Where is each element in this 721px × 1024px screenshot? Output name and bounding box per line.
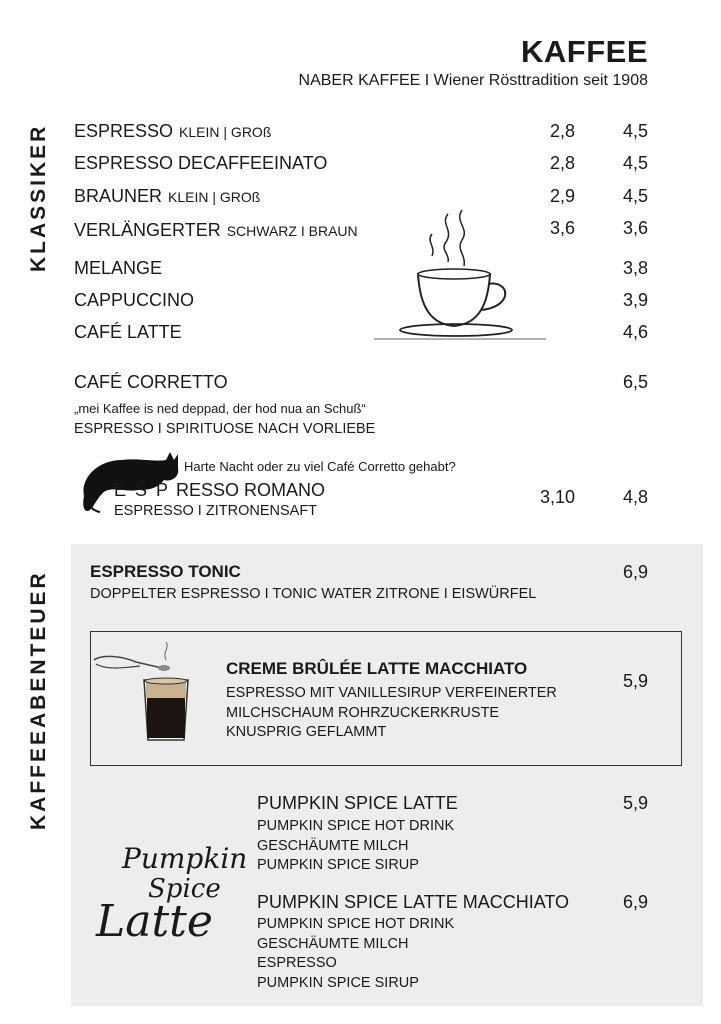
menu-item: E S P RESSO ROMANO [114,480,326,500]
price: 5,9 [622,671,648,691]
price-large: 4,5 [622,153,648,173]
price-large: 4,8 [622,487,648,507]
price: 3,9 [622,290,648,310]
price: 3,8 [622,258,648,278]
item-description: ESPRESSO I ZITRONENSAFT [114,503,318,519]
price-large: 3,6 [622,218,648,238]
price: 6,5 [622,372,648,392]
price-small: 2,8 [549,121,575,141]
item-description: PUMPKIN SPICE HOT DRINK GESCHÄUMTE MILCH PUMPKIN SPICE SIRUP [257,818,455,873]
tagline: Harte Nacht oder zu viel Café Corretto gehabt? [184,459,456,474]
page-title: KAFFEE [521,34,648,69]
menu-item: PUMPKIN SPICE LATTE MACCHIATO [257,892,570,912]
item-description: ESPRESSO MIT VANILLESIRUP VERFEINERTER MILCHSCHAUM ROHRZUCKERKRUSTE KNUSPRIG GEFLAMMT [226,685,557,740]
menu-item: MELANGE [74,258,163,278]
section-label-klassiker: KLASSIKER [27,123,50,272]
menu-item: CAFÉ LATTE [74,322,182,342]
menu-item: BRAUNER KLEIN | GROß [74,186,261,206]
price-large: 4,5 [622,121,648,141]
menu-item: CREME BRÛLÉE LATTE MACCHIATO [226,659,528,678]
steam-line [430,234,433,256]
menu-item: CAPPUCCINO [74,290,195,310]
menu-item: ESPRESSO KLEIN | GROß [74,121,272,141]
price-small: 3,6 [549,218,575,238]
creme-brulee-glass-illustration [92,640,202,746]
page-subtitle: NABER KAFFEE I Wiener Rösttradition seit 1908 [298,72,648,89]
price-large: 4,5 [622,186,648,206]
section-label-kaffeeabenteuer: KAFFEEABENTEUER [27,570,50,830]
item-description: ESPRESSO I SPIRITUOSE NACH VORLIEBE [74,421,376,437]
coffee-cup-illustration [370,206,550,346]
menu-item: PUMPKIN SPICE LATTE [257,793,458,813]
steam-line [444,214,449,262]
price: 6,9 [622,562,648,582]
item-description: DOPPELTER ESPRESSO I TONIC WATER ZITRONE I EISWÜRFEL [90,586,537,602]
menu-item: CAFÉ CORRETTO [74,372,228,392]
price: 5,9 [622,793,648,813]
menu-item: ESPRESSO TONIC [90,562,241,581]
price-small: 2,9 [549,186,575,206]
cup-body [418,274,490,326]
quote: „mei Kaffee is ned deppad, der hod nua an Schuß“ [74,401,366,416]
menu-item: ESPRESSO DECAFFEEINATO [74,153,328,173]
item-description: PUMPKIN SPICE HOT DRINK GESCHÄUMTE MILCH ESPRESSO PUMPKIN SPICE SIRUP [257,916,455,991]
price-small: 3,10 [539,487,575,507]
price: 4,6 [622,322,648,342]
pumpkin-spice-latte-logo: Pumpkin Spice Latte [96,842,248,947]
price: 6,9 [622,892,648,912]
menu-item: VERLÄNGERTER SCHWARZ I BRAUN [74,220,358,240]
steam-line [460,210,465,266]
price-small: 2,8 [549,153,575,173]
